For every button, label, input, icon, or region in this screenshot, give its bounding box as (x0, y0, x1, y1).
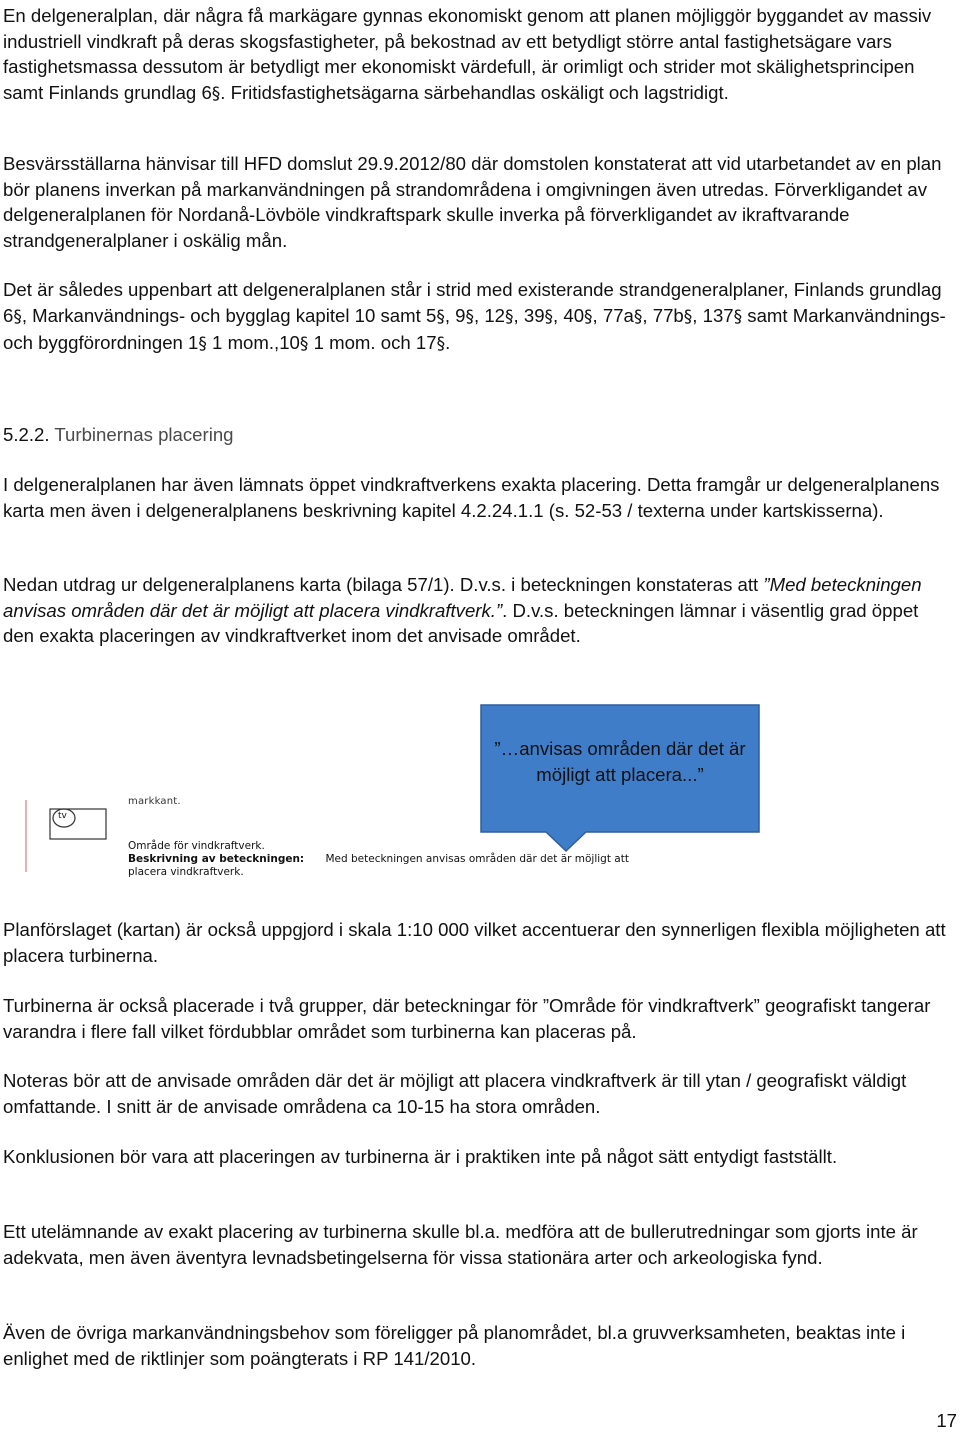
section-sign: § (733, 306, 743, 327)
legend-line-placement: placera vindkraftverk. (128, 866, 244, 878)
page-number: 17 (936, 1410, 957, 1431)
excerpt-intro-tail: . D.v.s. beteckningen lämnar i väsentlig grad öppet den exakta placeringen av vindkraftverket inom det anvisade området. (3, 599, 919, 646)
law-text: , 77a (592, 304, 634, 326)
law-text: , 9 (444, 304, 466, 326)
section-sign: § (198, 334, 207, 354)
paragraph-intro-text: En delgeneralplan, där några få markägare gynnas ekonomiskt genom att planen möjliggör byggandet av massiv industriell vindkraft på deras skogsfastigheter, på bekostnad av ett betydligt större antal fastighetsägare vars fastighetsmassa dessutom är betydligt mer ekonomiskt värdefull, är orimligt och strider mot skälighetsprincipen samt Finlands grundlag 6 (3, 5, 932, 103)
legend-line-area: Område för vindkraftverk. (128, 840, 265, 852)
paragraph-noise-studies: Ett utelämnande av exakt placering av turbinerna skulle bl.a. medföra att de bullerutredningar som gjorts inte är adekvata, men även äventyra levnadsbetingelserna för vissa stationära arter och arkeologiska fynd. (3, 1221, 918, 1268)
callout-text: ”…anvisas områden där det är möjligt att placera...” (494, 738, 746, 785)
section-title: Turbinernas placering (54, 424, 234, 445)
legend-line-description (128, 853, 629, 866)
excerpt-intro-text: Nedan utdrag ur delgeneralplanens karta (bilaga 57/1). D.v.s. i beteckningen konstateras att (3, 574, 764, 595)
section-number: 5.2.2. (3, 424, 50, 445)
law-text: . (445, 332, 451, 353)
section-sign: § (211, 83, 221, 104)
paragraph-placement-open: I delgeneralplanen har även lämnats öppet vindkraftverkens exakta placering. Detta framgår ur delgeneralplanens karta men även i delgeneralplanens beskrivning kapitel 4.2.24.1.1 (s. 52-53 / texterna under kartskisserna). (3, 474, 940, 521)
legend-description-label: Beskrivning av beteckningen: (128, 853, 305, 865)
section-sign: § (299, 334, 309, 354)
section-sign: § (544, 306, 554, 327)
law-text: , 137 (692, 304, 734, 326)
section-sign: § (683, 306, 693, 327)
section-sign: § (465, 306, 474, 327)
legend-description-value: Med beteckningen anvisas områden där det är möjligt att (325, 853, 629, 865)
map-symbol-label: tv (58, 811, 67, 821)
excerpt-quote: ”Med beteckningen anvisas områden där det är möjligt att placera vindkraftverk.” (3, 574, 922, 621)
section-heading (3, 422, 953, 448)
section-sign: § (436, 334, 446, 354)
section-sign: § (633, 306, 643, 327)
law-text: 1 mom.,10 (206, 332, 300, 353)
paragraph-area-size: Noteras bör att de anvisade områden där det är möjligt att placera vindkraftverk är till ytan / geografiskt väldigt omfattande. I snitt är de anvisade områdena ca 10-15 ha stora områden. (3, 1070, 907, 1117)
paragraph-intro (3, 3, 953, 107)
section-sign: § (13, 306, 22, 327)
law-text: samt Markanvändnings- och byggförordningen 1 (3, 304, 946, 353)
paragraph-map-excerpt-intro (3, 572, 953, 649)
law-text: Det är således uppenbart att delgeneralplanen står i strid med existerande strandgeneralplaner, Finlands grundlag 6 (3, 279, 942, 326)
paragraph-hfd-reference: Besvärsställarna hänvisar till HFD domslut 29.9.2012/80 där domstolen konstaterat att vid utarbetandet av en plan bör planens inverkan på markanvändningen på strandområdena i omgivningen även utredas. Förverkligandet av delgeneralplanen för Nordanå-Lövböle vindkraftspark skulle inverka på förverkligandet av ikraftvarande strandgeneralplaner i oskälig mån. (3, 153, 942, 251)
section-sign: § (436, 306, 445, 327)
paragraph-scale: Planförslaget (kartan) är också uppgjord i skala 1:10 000 vilket accentuerar den synnerligen flexibla möjligheten att placera turbinerna. (3, 919, 946, 966)
law-text: , Markanvändnings- och bygglag kapitel 10 samt 5 (21, 304, 437, 326)
section-sign: § (505, 306, 514, 327)
law-text: , 39 (513, 304, 545, 326)
paragraph-conclusion-laws (3, 277, 953, 358)
paragraph-other-needs: Även de övriga markanvändningsbehov som föreligger på planområdet, bl.a gruvverksamheten, beaktas inte i enlighet med de riktlinjer som poängterats i RP 141/2010. (3, 1322, 906, 1369)
callout-box (480, 704, 760, 854)
paragraph-conclusion: Konklusionen bör vara att placeringen av turbinerna är i praktiken inte på något sätt entydigt fastställt. (3, 1146, 838, 1167)
law-text: , 77b (642, 304, 684, 326)
section-sign: § (584, 306, 593, 327)
law-text: , 40 (553, 304, 585, 326)
law-text: 1 mom. och 17 (308, 332, 437, 353)
law-text: , 12 (474, 304, 506, 326)
paragraph-intro-tail: . Fritidsfastighetsägarna särbehandlas oskäligt och lagstridigt. (220, 81, 729, 103)
paragraph-two-groups: Turbinerna är också placerade i två grupper, där beteckningar för ”Område för vindkraftverk” geografiskt tangerar varandra i flere fall vilket fördubblar området som turbinerna kan placeras på. (3, 995, 931, 1042)
map-top-text: markkant. (128, 796, 181, 807)
